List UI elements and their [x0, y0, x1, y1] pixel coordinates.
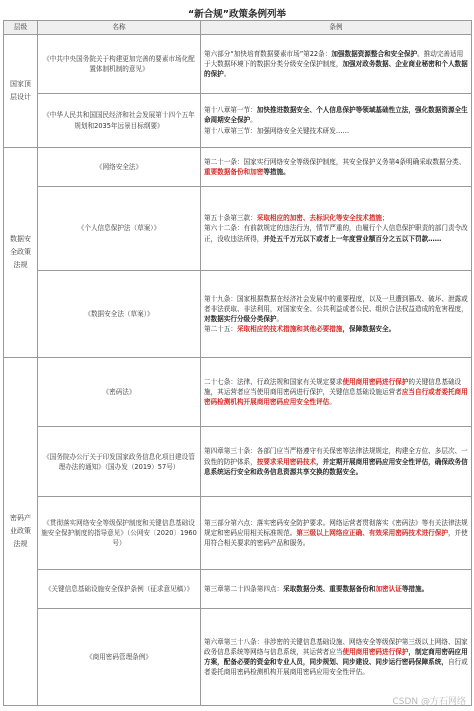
table-row [4, 147, 472, 187]
policy-name: 《中共中央国务院关于构建更加完善的要素市场化配置体制机制的意见》 [43, 55, 195, 74]
clause-text: 等措施。 [401, 584, 429, 593]
level-label: 国家顶层设计 [10, 79, 31, 101]
clause-text: ，制定商用密码应用方案，配备必要的资金和专业人员，同步规划、同步建设、同步运行密码保障系统， [204, 647, 468, 666]
header-level: 层级 [4, 21, 38, 35]
header-name: 名称 [38, 21, 201, 35]
clause-text: 采取相应的技术措施和其他必要措施 [236, 325, 343, 334]
clause-text: 采取数据分类、重要数据备份和 [283, 584, 376, 593]
policy-name: 《关键信息基础设施安全保护条例（征求意见稿）》 [44, 584, 194, 593]
level-label: 数据安全政策法规 [10, 234, 31, 270]
clause-text: 。 [223, 70, 231, 79]
clause-cell [201, 358, 472, 427]
table-row [4, 35, 472, 94]
clause-text: 重要数据备份和加密 [204, 168, 264, 176]
level-cell-crypto [4, 358, 38, 706]
watermark: CSDN @方石网络 [392, 697, 466, 707]
policy-name-cell [38, 187, 201, 270]
clause-text: 第五十条第三款： [204, 214, 257, 223]
clause-text: ，并使用符合相关要求的密码产品和服务。 [204, 529, 468, 548]
clause-text: 应当自行或者委托商用密码检测机构开展商用密码应用安全性评估 [204, 388, 468, 407]
clause-text: 。推动完善适用于大数据环境下的数据分类分级安全保护制度， [204, 49, 464, 69]
policy-name-cell [38, 427, 201, 497]
clause-text: 第十八章第三节：加强网络安全关键技术研发…… [204, 126, 350, 135]
clause-text: 第二十一条：国家实行网络安全等级保护制度，其安全保护义务第4条明确采取数据分类、 [204, 157, 466, 166]
clause-cell [201, 94, 472, 147]
policy-name-cell [38, 147, 201, 187]
clause-cell [201, 427, 472, 497]
policy-name-cell [38, 570, 201, 609]
clause-cell [201, 270, 472, 358]
table-row [4, 358, 472, 427]
clause-text: 加强对政务数据、企业商业秘密和个人数据的保护 [204, 60, 468, 79]
policy-name-cell [38, 270, 201, 358]
table-row [4, 570, 472, 609]
policy-name: 《数据安全法（草案）》 [84, 310, 154, 319]
header-clause: 条例 [201, 21, 472, 35]
clause-text: 加强数据资源整合和安全保护 [331, 49, 418, 58]
table-header-row [4, 21, 472, 35]
policy-name-cell [38, 35, 201, 94]
clause-cell [201, 35, 472, 94]
clause-cell [201, 187, 472, 270]
clause-text: 网络运营者贯彻落实《密码法》等有关法律法规规定和密码应用相关标准规范。 [204, 518, 468, 538]
clause-text: 的关键信息基础设施，其运营者应当使用商用密码进行保护，关键信息基础设施运营者 [204, 378, 462, 397]
policy-name: 《密码法》 [102, 388, 136, 397]
clause-text: 第三章第二十四条第四点： [204, 584, 284, 593]
policy-name: 《商用密码管理条例》 [86, 652, 152, 661]
policy-name-cell [38, 358, 201, 427]
clause-text: 。 [329, 398, 336, 407]
policy-name: 《国务院办公厅关于印发国家政务信息化项目建设管理办法的通知》（国办发（2019）57号） [43, 452, 195, 471]
table-row [4, 497, 472, 570]
clause-text: 。 [276, 315, 284, 324]
table-row [4, 94, 472, 147]
policy-name: 《网络安全法》 [95, 162, 143, 171]
level-cell-national [4, 35, 38, 148]
clause-text: 第三级以上网络应正确、有效采用密码技术进行保护 [296, 529, 448, 538]
clause-cell [201, 497, 472, 570]
clause-text: 第六十二条：有前款规定的违法行为，情节严重的，由履行个人信息保护职责的部门责令改正，没收违法所得， [204, 224, 468, 243]
policy-table [3, 20, 472, 706]
clause-text: 自行或者委托商用密码检测机构开展商用密码应用安全性评估。 [204, 657, 468, 677]
policy-name: 《个人信息保护法（草案）》 [77, 224, 161, 233]
clause-text: 采取相应的加密、去标识化等安全技术措施 [256, 214, 383, 223]
clause-text: 加密认证 [375, 584, 402, 593]
clause-text: ； [382, 214, 389, 223]
clause-text: 第二十五： [204, 325, 237, 334]
policy-name-cell [38, 608, 201, 705]
table-row [4, 608, 472, 705]
clause-text: 第三部分第六点：落实密码安全防护要求。 [204, 518, 330, 527]
clause-text: 按要求采用密码技术 [256, 457, 317, 466]
clause-text: 使用商用密码进行保护 [342, 647, 409, 656]
clause-text: 使用商用密码进行保护 [342, 378, 409, 387]
policy-name: 《中华人民共和国国民经济和社会发展第十四个五年规划和2035年远景目标纲要》 [43, 111, 195, 130]
policy-name: 《贯彻落实网络安全等级保护制度和关键信息基础设施安全保护制度的指导意见》（公网安〔2020〕1960号） [41, 518, 197, 548]
clause-text: 二十七条：法律、行政法规和国家有关规定要求 [204, 378, 343, 387]
table-row [4, 187, 472, 270]
clause-text: 加快推进数据安全、个人信息保护等领域基础性立法，强化数据资源全生命周期安全保护 [204, 106, 468, 125]
clause-cell [201, 570, 472, 609]
table-title: “新合规”政策条例列举 [188, 9, 286, 20]
table-row [4, 270, 472, 358]
policy-name-cell [38, 94, 201, 147]
clause-text: 第十九条：国家根据数据在经济社会发展中的重要程度，以及一旦遭到篡改、破坏、泄露或者非法获取、非法利用，对国家安全、公共利益或者公民、组织合法权益造成的危害程度， [204, 294, 468, 313]
policy-name-cell [38, 497, 201, 570]
clause-text: 并处五千万元以下或者上一年度营业额百分之五以下罚款…… [263, 234, 442, 243]
clause-text: 。 [250, 116, 257, 125]
clause-text: 等措施。 [263, 168, 290, 176]
clause-text: 第四章第三十条：各部门应当严格遵守有关保密等法律法规规定，构建全方位、多层次、一致性的防护体系， [204, 447, 468, 466]
clause-cell [201, 147, 472, 187]
clause-text: 对数据实行分级分类保护 [204, 315, 277, 324]
clause-text: ，并定期开展商用密码应用安全性评估，确保政务信息系统运行安全和政务信息资源共享交换的数据安全。 [204, 457, 468, 476]
clause-cell [201, 608, 472, 705]
table-row [4, 427, 472, 497]
level-label: 密码产业政策法规 [10, 513, 31, 549]
clause-text: 第六章第三十八条：非涉密的关键信息基础设施、网络安全等级保护第三级以上网络、国家政务信息系统等网络与信息系统，其运营者应当 [204, 637, 468, 656]
clause-text: 第六部分“加快培育数据要素市场”第22条： [204, 49, 332, 58]
clause-text: ，保障数据安全。 [342, 325, 396, 334]
level-cell-data-security [4, 147, 38, 358]
clause-text: 第十八章第一节： [204, 106, 257, 115]
